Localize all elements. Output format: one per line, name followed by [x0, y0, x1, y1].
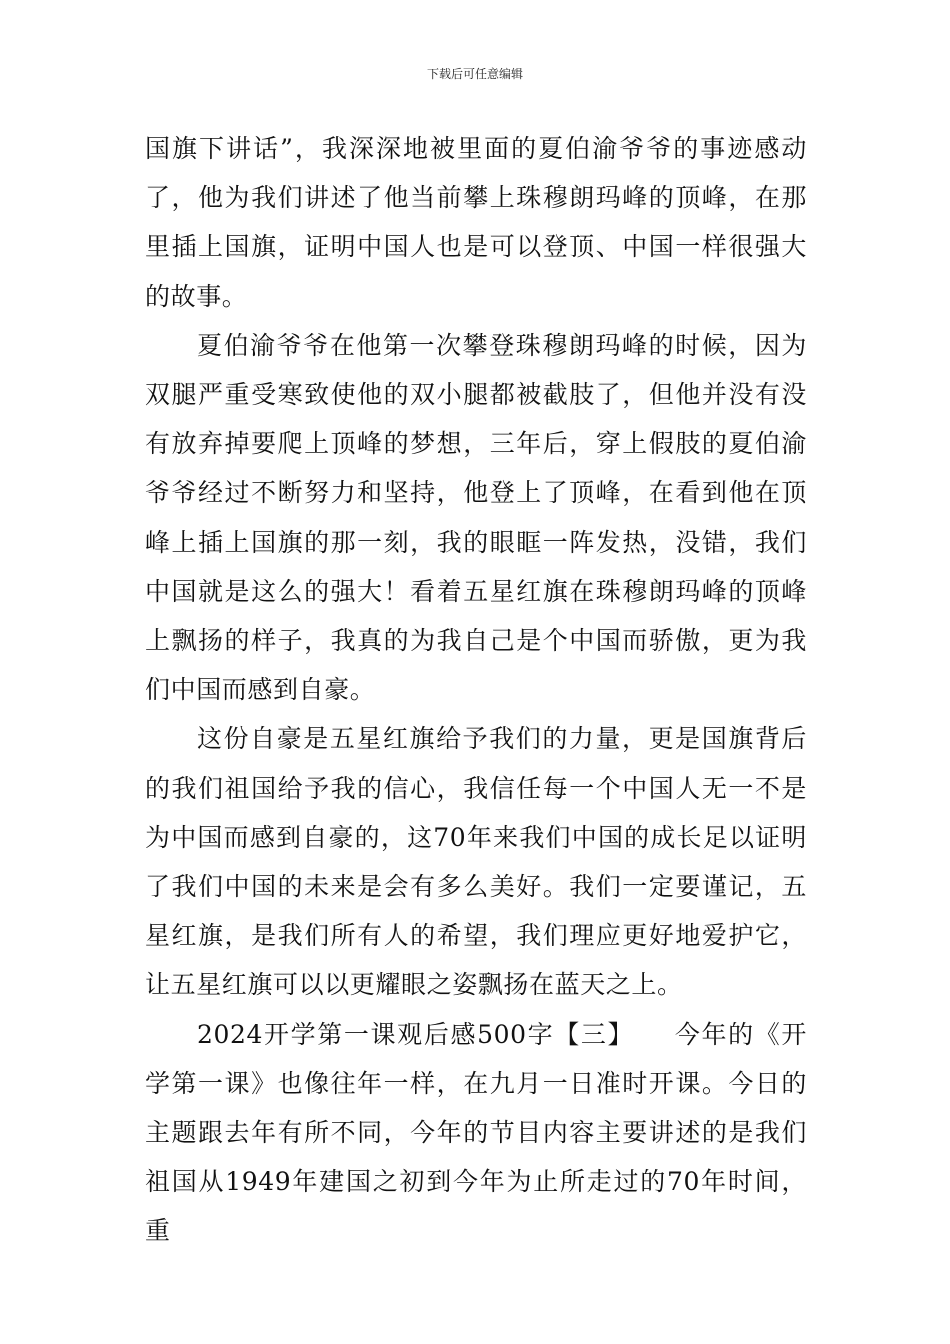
paragraph-4: 2024开学第一课观后感500字【三】 今年的《开学第一课》也像往年一样，在九月一日准时开课。今日的主题跟去年有所不同，今年的节目内容主要讲述的是我们祖国从1949年建国之初到今年为止所走过的70年时间，重 — [145, 1019, 807, 1246]
paragraph-3: 这份自豪是五星红旗给予我们的力量，更是国旗背后的我们祖国给予我的信心，我信任每一个中国人无一不是为中国而感到自豪的，这70年来我们中国的成长足以证明了我们中国的未来是会有多么美好。我们一定要谨记，五星红旗，是我们所有人的希望，我们理应更好地爱护它，让五星红旗可以以更耀眼之姿飘扬在蓝天之上。 — [145, 724, 807, 1000]
paragraph-1: 国旗下讲话”，我深深地被里面的夏伯渝爷爷的事迹感动了，他为我们讲述了他当前攀上珠穆朗玛峰的顶峰，在那里插上国旗，证明中国人也是可以登顶、中国一样很强大的故事。 — [145, 134, 807, 311]
paragraph-2: 夏伯渝爷爷在他第一次攀登珠穆朗玛峰的时候，因为双腿严重受寒致使他的双小腿都被截肢了，但他并没有没有放弃掉要爬上顶峰的梦想，三年后，穿上假肢的夏伯渝爷爷经过不断努力和坚持，他登上了顶峰，在看到他在顶峰上插上国旗的那一刻，我的眼眶一阵发热，没错，我们中国就是这么的强大！看着五星红旗在珠穆朗玛峰的顶峰上飘扬的样子，我真的为我自己是个中国而骄傲，更为我们中国而感到自豪。 — [145, 330, 807, 705]
body-text — [145, 124, 807, 1256]
page-header-note: 下载后可任意编辑 — [426, 67, 523, 81]
